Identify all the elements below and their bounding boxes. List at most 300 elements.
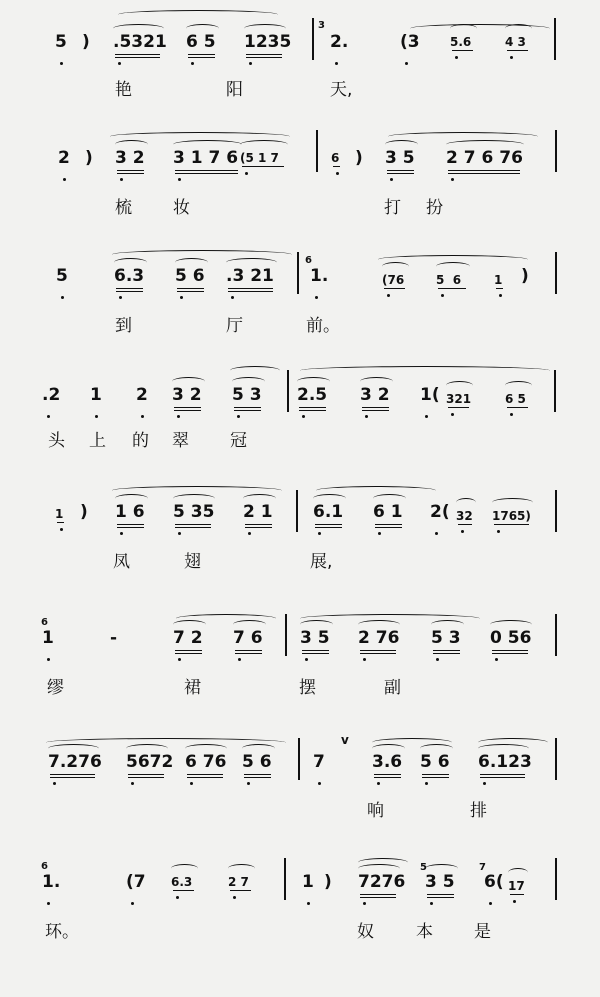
octave-dot <box>178 178 181 181</box>
octave-dot <box>378 532 381 535</box>
beam-line <box>458 524 472 525</box>
lyric-char: 前。 <box>306 316 340 336</box>
barline <box>554 18 556 60</box>
barline <box>297 252 299 294</box>
slur-arc <box>492 498 533 507</box>
note-group: 2. <box>330 32 349 52</box>
octave-dot <box>190 782 193 785</box>
lyric-char: 艳 <box>115 80 132 100</box>
beam-line <box>175 650 202 651</box>
slur-arc <box>115 494 148 503</box>
lyric-char: 是 <box>474 922 491 942</box>
octave-dot <box>390 178 393 181</box>
octave-dot <box>95 415 98 418</box>
octave-dot <box>47 658 50 661</box>
octave-dot <box>120 532 123 535</box>
beam-line <box>175 173 238 174</box>
slur-arc <box>172 377 205 386</box>
beam-line <box>360 894 396 895</box>
beam-line <box>175 170 238 171</box>
beam-line <box>173 890 194 891</box>
octave-dot <box>60 62 63 65</box>
slur-arc <box>244 24 286 33</box>
note-group: 6( <box>484 872 504 892</box>
lyric-char: 扮 <box>426 198 443 218</box>
barline <box>554 370 556 412</box>
phrase-slur <box>372 738 452 747</box>
note-group: 7.276 <box>48 752 102 772</box>
note-group: (76 <box>382 273 405 287</box>
slur-arc <box>113 24 164 33</box>
barline <box>555 490 557 532</box>
beam-line <box>452 50 473 51</box>
lyric-char: 环。 <box>45 922 79 942</box>
beam-line <box>188 57 215 58</box>
note-group: 5.6 <box>450 35 472 49</box>
octave-dot <box>455 56 458 59</box>
beam-line <box>492 653 528 654</box>
beam-line <box>187 777 223 778</box>
note-group: ) <box>355 148 363 168</box>
beam-line <box>374 777 401 778</box>
octave-dot <box>231 296 234 299</box>
octave-dot <box>131 782 134 785</box>
meter-mark: 6 <box>41 861 48 872</box>
beam-line <box>427 897 454 898</box>
note-group: 6.3 <box>114 266 145 286</box>
slur-arc <box>373 494 406 503</box>
phrase-slur <box>378 255 528 264</box>
note-group: 7 2 <box>173 628 203 648</box>
octave-dot <box>387 294 390 297</box>
slur-arc <box>171 864 198 873</box>
meter-mark: 3 <box>318 20 325 31</box>
octave-dot <box>377 782 380 785</box>
octave-dot <box>430 902 433 905</box>
octave-dot <box>118 62 121 65</box>
phrase-slur <box>478 738 548 747</box>
beam-line <box>174 410 201 411</box>
octave-dot <box>435 532 438 535</box>
octave-dot <box>335 62 338 65</box>
octave-dot <box>441 294 444 297</box>
phrase-slur <box>316 486 436 495</box>
beam-line <box>128 774 164 775</box>
octave-dot <box>233 896 236 899</box>
note-group: 1 <box>90 385 102 405</box>
beam-line <box>187 774 223 775</box>
beam-line <box>333 166 340 167</box>
barline <box>285 614 287 656</box>
note-group: ) <box>521 266 529 286</box>
barline <box>555 738 557 780</box>
beam-line <box>175 524 211 525</box>
lyric-char: 副 <box>384 678 401 698</box>
barline <box>555 614 557 656</box>
note-group: 6 <box>331 151 340 165</box>
beam-line <box>299 407 326 408</box>
note-group: 1 <box>494 273 503 287</box>
note-group: 1 6 <box>115 502 145 522</box>
lyric-char: 排 <box>470 801 487 821</box>
note-group: 3 2 <box>172 385 202 405</box>
octave-dot <box>119 296 122 299</box>
phrase-slur <box>388 132 538 141</box>
note-group: ) <box>80 502 88 522</box>
note-group: 1. <box>310 266 329 286</box>
beam-line <box>234 410 261 411</box>
beam-line <box>228 291 273 292</box>
lyric-char: 裙 <box>184 678 201 698</box>
octave-dot <box>499 294 502 297</box>
lyric-char: 奴 <box>357 922 374 942</box>
octave-dot <box>436 658 439 661</box>
beam-line <box>246 54 282 55</box>
octave-dot <box>513 900 516 903</box>
lyric-char: 翅 <box>184 552 201 572</box>
beam-line <box>234 407 261 408</box>
lyric-char: 缪 <box>47 678 64 698</box>
note-group: 6 1 <box>373 502 403 522</box>
octave-dot <box>365 415 368 418</box>
beam-line <box>422 777 449 778</box>
beam-line <box>362 407 389 408</box>
beam-line <box>117 527 144 528</box>
beam-line <box>299 410 326 411</box>
barline <box>555 858 557 900</box>
beam-line <box>116 291 143 292</box>
phrase-slur <box>118 10 278 19</box>
octave-dot <box>237 415 240 418</box>
phrase-slur <box>112 486 282 495</box>
beam-line <box>117 524 144 525</box>
note-group: (7 <box>126 872 146 892</box>
beam-line <box>244 777 271 778</box>
slur-arc <box>173 494 215 503</box>
phrase-slur <box>300 614 480 623</box>
beam-line <box>448 173 520 174</box>
beam-line <box>494 524 529 525</box>
octave-dot <box>120 178 123 181</box>
lyric-char: 厅 <box>226 316 243 336</box>
phrase-slur <box>176 614 276 623</box>
beam-line <box>360 897 396 898</box>
beam-line <box>228 288 273 289</box>
lyric-char: 的 <box>132 431 149 451</box>
phrase-slur <box>410 24 550 33</box>
slur-arc <box>243 494 276 503</box>
note-group: 1 <box>42 628 54 648</box>
beam-line <box>480 777 525 778</box>
beam-line <box>427 894 454 895</box>
slur-arc <box>186 24 219 33</box>
note-group: .5321 <box>113 32 167 52</box>
note-group: 5 3 <box>431 628 461 648</box>
octave-dot <box>61 296 64 299</box>
beam-line <box>116 288 143 289</box>
lyric-char: 展, <box>310 552 333 572</box>
note-group: v <box>341 733 349 747</box>
phrase-slur <box>110 132 290 141</box>
note-group: ) <box>85 148 93 168</box>
slur-arc <box>232 377 265 386</box>
lyric-char: 打 <box>384 198 401 218</box>
note-group: 4 3 <box>505 35 526 49</box>
slur-arc <box>115 140 148 149</box>
slur-arc <box>456 498 476 507</box>
beam-line <box>302 650 329 651</box>
beam-line <box>115 54 160 55</box>
octave-dot <box>53 782 56 785</box>
beam-line <box>302 653 329 654</box>
grace-mark: 7 <box>479 862 486 873</box>
octave-dot <box>131 902 134 905</box>
octave-dot <box>318 782 321 785</box>
octave-dot <box>247 782 250 785</box>
beam-line <box>507 407 528 408</box>
beam-line <box>362 410 389 411</box>
lyric-char: 凤 <box>113 552 130 572</box>
beam-line <box>375 524 402 525</box>
meter-mark: 6 <box>41 617 48 628</box>
beam-line <box>188 54 215 55</box>
note-group: 2.5 <box>297 385 328 405</box>
beam-line <box>375 527 402 528</box>
barline <box>312 18 314 60</box>
beam-line <box>438 288 466 289</box>
beam-line <box>177 291 204 292</box>
beam-line <box>422 774 449 775</box>
note-group: 32 <box>456 509 473 523</box>
octave-dot <box>461 530 464 533</box>
beam-line <box>117 170 144 171</box>
beam-line <box>50 777 95 778</box>
note-group: 2 7 6 76 <box>446 148 523 168</box>
octave-dot <box>47 902 50 905</box>
octave-dot <box>510 413 513 416</box>
note-group: 17 <box>508 879 525 893</box>
note-group: (5 1 7 <box>240 151 279 165</box>
note-group: 1 <box>55 507 64 521</box>
note-group: 3.6 <box>372 752 403 772</box>
note-group: 6.3 <box>171 875 193 889</box>
octave-dot <box>178 532 181 535</box>
octave-dot <box>245 172 248 175</box>
beam-line <box>384 288 405 289</box>
phrase-slur <box>112 250 292 259</box>
phrase-slur <box>230 366 280 375</box>
beam-line <box>480 774 525 775</box>
beam-line <box>230 890 251 891</box>
note-group: 2 <box>136 385 148 405</box>
lyric-char: 天, <box>330 80 353 100</box>
note-group: 7 <box>313 752 325 772</box>
slur-arc <box>425 864 458 873</box>
lyric-char: 摆 <box>299 678 316 698</box>
beam-line <box>315 527 342 528</box>
note-group: 1( <box>420 385 440 405</box>
octave-dot <box>363 902 366 905</box>
octave-dot <box>510 56 513 59</box>
octave-dot <box>318 532 321 535</box>
octave-dot <box>249 62 252 65</box>
note-group: 6 76 <box>185 752 227 772</box>
beam-line <box>315 524 342 525</box>
lyric-char: 妆 <box>173 198 190 218</box>
beam-line <box>177 288 204 289</box>
grace-mark: 5 <box>420 862 427 873</box>
note-group: 3 1 7 6 <box>173 148 239 168</box>
beam-line <box>448 407 469 408</box>
beam-line <box>507 50 528 51</box>
beam-line <box>244 774 271 775</box>
note-group: 5 <box>56 266 68 286</box>
barline <box>555 130 557 172</box>
beam-line <box>175 527 211 528</box>
beam-line <box>245 524 272 525</box>
beam-line <box>128 777 164 778</box>
beam-line <box>496 288 503 289</box>
beam-line <box>360 653 396 654</box>
beam-line <box>174 407 201 408</box>
note-group: .3 21 <box>226 266 274 286</box>
note-group: 5 6 <box>175 266 205 286</box>
note-group: 6.123 <box>478 752 532 772</box>
octave-dot <box>425 415 428 418</box>
note-group: 3 2 <box>360 385 390 405</box>
note-group: 7276 <box>358 872 406 892</box>
octave-dot <box>315 296 318 299</box>
note-group: .2 <box>42 385 61 405</box>
lyric-char: 阳 <box>226 80 243 100</box>
meter-mark: 6 <box>305 255 312 266</box>
note-group: 5 6 <box>436 273 462 287</box>
beam-line <box>235 653 262 654</box>
note-group: ) <box>82 32 90 52</box>
lyric-char: 到 <box>115 316 132 336</box>
note-group: 2 <box>58 148 70 168</box>
note-group: 1 <box>302 872 314 892</box>
note-group: 3 2 <box>115 148 145 168</box>
octave-dot <box>47 415 50 418</box>
slur-arc <box>228 864 255 873</box>
slur-arc <box>446 140 524 149</box>
beam-line <box>374 774 401 775</box>
octave-dot <box>497 530 500 533</box>
octave-dot <box>405 62 408 65</box>
octave-dot <box>451 178 454 181</box>
beam-line <box>242 166 284 167</box>
phrase-slur <box>358 858 408 867</box>
octave-dot <box>425 782 428 785</box>
octave-dot <box>141 415 144 418</box>
phrase-slur <box>46 738 286 747</box>
barline <box>555 252 557 294</box>
slur-arc <box>385 140 418 149</box>
beam-line <box>246 57 282 58</box>
beam-line <box>360 650 396 651</box>
beam-line <box>245 527 272 528</box>
beam-line <box>433 650 460 651</box>
slur-arc <box>446 381 473 390</box>
beam-line <box>115 57 160 58</box>
phrase-slur <box>300 366 550 375</box>
octave-dot <box>180 296 183 299</box>
octave-dot <box>177 415 180 418</box>
beam-line <box>175 653 202 654</box>
note-group: 0 56 <box>490 628 532 648</box>
note-group: 5 6 <box>242 752 272 772</box>
octave-dot <box>451 413 454 416</box>
note-group: 5 3 <box>232 385 262 405</box>
lyric-char: 响 <box>367 801 384 821</box>
octave-dot <box>248 532 251 535</box>
octave-dot <box>483 782 486 785</box>
beam-line <box>117 173 144 174</box>
slur-arc <box>490 620 532 629</box>
note-group: 1235 <box>244 32 292 52</box>
slur-arc <box>173 140 242 149</box>
barline <box>296 490 298 532</box>
beam-line <box>57 522 64 523</box>
slur-arc <box>240 140 288 149</box>
note-group: 3 5 <box>300 628 330 648</box>
beam-line <box>387 170 414 171</box>
lyric-char: 梳 <box>115 198 132 218</box>
note-group: 7 6 <box>233 628 263 648</box>
note-group: 1. <box>42 872 61 892</box>
beam-line <box>492 650 528 651</box>
note-group: 2( <box>430 502 450 522</box>
beam-line <box>235 650 262 651</box>
octave-dot <box>178 658 181 661</box>
slur-arc <box>505 381 532 390</box>
beam-line <box>433 653 460 654</box>
octave-dot <box>302 415 305 418</box>
note-group: 2 76 <box>358 628 400 648</box>
octave-dot <box>307 902 310 905</box>
octave-dot <box>336 172 339 175</box>
note-group: 2 7 <box>228 875 249 889</box>
octave-dot <box>63 178 66 181</box>
octave-dot <box>176 896 179 899</box>
note-group: ) <box>324 872 332 892</box>
beam-line <box>448 170 520 171</box>
note-group: 321 <box>446 392 472 406</box>
note-group: 3 5 <box>385 148 415 168</box>
note-group: 6 5 <box>186 32 216 52</box>
note-group: 3 5 <box>425 872 455 892</box>
lyric-char: 头 <box>48 431 65 451</box>
barline <box>287 370 289 412</box>
note-group: (3 <box>400 32 420 52</box>
beam-line <box>387 173 414 174</box>
barline <box>316 130 318 172</box>
slur-arc <box>360 377 393 386</box>
octave-dot <box>60 528 63 531</box>
slur-arc <box>313 494 346 503</box>
beam-line <box>510 894 524 895</box>
octave-dot <box>191 62 194 65</box>
slur-arc <box>226 258 277 267</box>
lyric-char: 翠 <box>172 431 189 451</box>
lyric-char: 本 <box>416 922 433 942</box>
octave-dot <box>489 902 492 905</box>
slur-arc <box>508 868 528 877</box>
octave-dot <box>238 658 241 661</box>
note-group: 1765) <box>492 509 531 523</box>
beam-line <box>50 774 95 775</box>
